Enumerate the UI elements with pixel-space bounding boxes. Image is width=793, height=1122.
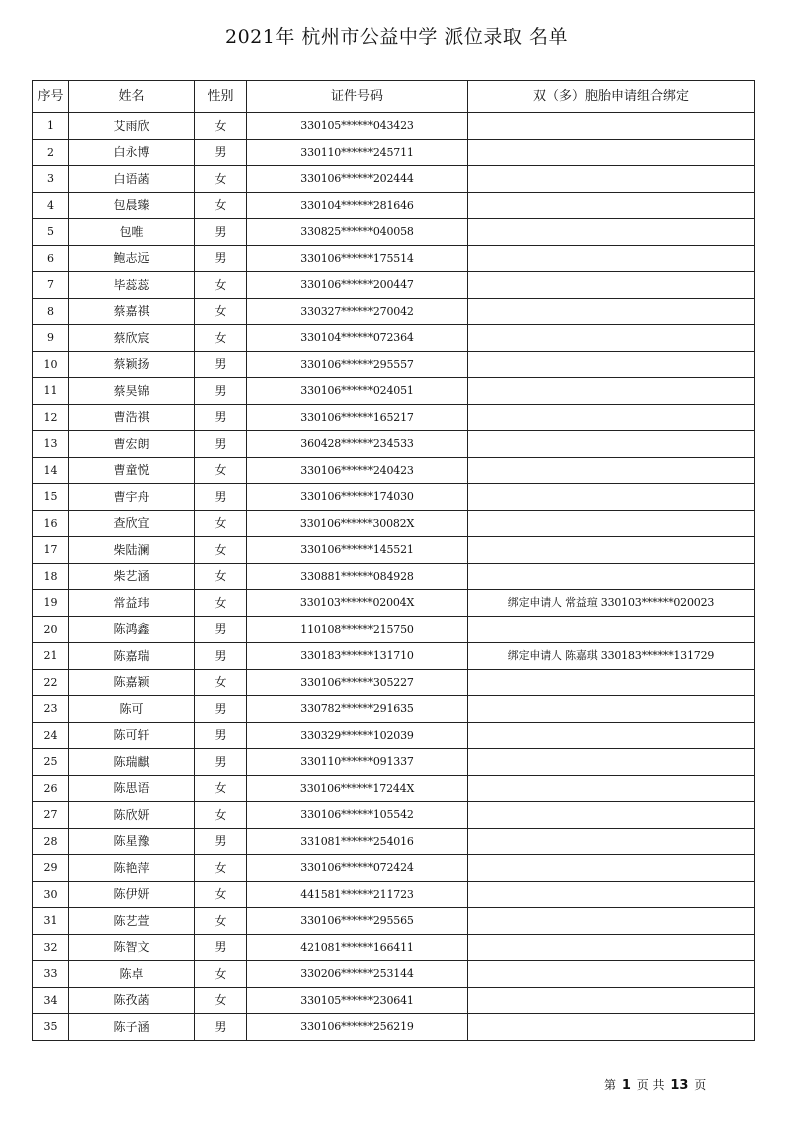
- table-row: [33, 510, 755, 537]
- table-row: [33, 113, 755, 140]
- cell-name: 常益玮: [69, 590, 195, 617]
- cell-gender: 男: [195, 351, 247, 378]
- cell-name: 鲍志远: [69, 245, 195, 272]
- cell-name: 蔡嘉祺: [69, 298, 195, 325]
- table-row: [33, 696, 755, 723]
- cell-seq: 16: [33, 510, 69, 537]
- cell-id-number: 330881******084928: [247, 563, 468, 590]
- cell-gender: 女: [195, 802, 247, 829]
- table-row: [33, 987, 755, 1014]
- table-row: [33, 590, 755, 617]
- cell-seq: 12: [33, 404, 69, 431]
- cell-gender: 男: [195, 696, 247, 723]
- table-row: [33, 351, 755, 378]
- cell-gender: 女: [195, 192, 247, 219]
- cell-name: 曹童悦: [69, 457, 195, 484]
- cell-twin-binding: [468, 775, 755, 802]
- cell-twin-binding: [468, 722, 755, 749]
- cell-name: 陈可: [69, 696, 195, 723]
- cell-name: 陈思语: [69, 775, 195, 802]
- cell-gender: 男: [195, 934, 247, 961]
- footer-mid: 页 共: [636, 1078, 665, 1092]
- cell-name: 陈星豫: [69, 828, 195, 855]
- cell-seq: 27: [33, 802, 69, 829]
- table-row: [33, 643, 755, 670]
- cell-seq: 3: [33, 166, 69, 193]
- cell-name: 陈欣妍: [69, 802, 195, 829]
- cell-gender: 女: [195, 325, 247, 352]
- cell-twin-binding: [468, 510, 755, 537]
- cell-id-number: 330782******291635: [247, 696, 468, 723]
- cell-gender: 男: [195, 1014, 247, 1041]
- cell-seq: 24: [33, 722, 69, 749]
- table-row: [33, 192, 755, 219]
- cell-seq: 35: [33, 1014, 69, 1041]
- table-row: [33, 272, 755, 299]
- cell-gender: 女: [195, 987, 247, 1014]
- cell-seq: 2: [33, 139, 69, 166]
- table-row: [33, 855, 755, 882]
- table-row: [33, 749, 755, 776]
- cell-gender: 女: [195, 510, 247, 537]
- cell-twin-binding: [468, 563, 755, 590]
- cell-seq: 18: [33, 563, 69, 590]
- cell-id-number: 330106******175514: [247, 245, 468, 272]
- cell-twin-binding: [468, 987, 755, 1014]
- cell-id-number: 330106******174030: [247, 484, 468, 511]
- cell-seq: 1: [33, 113, 69, 140]
- cell-seq: 22: [33, 669, 69, 696]
- cell-twin-binding: 绑定申请人 陈嘉琪 330183******131729: [468, 643, 755, 670]
- page-footer: [604, 1076, 708, 1093]
- cell-seq: 26: [33, 775, 69, 802]
- cell-twin-binding: [468, 351, 755, 378]
- cell-seq: 20: [33, 616, 69, 643]
- cell-twin-binding: [468, 404, 755, 431]
- table-row: [33, 908, 755, 935]
- cell-id-number: 360428******234533: [247, 431, 468, 458]
- cell-twin-binding: [468, 881, 755, 908]
- table-row: [33, 563, 755, 590]
- cell-twin-binding: [468, 749, 755, 776]
- cell-name: 白永博: [69, 139, 195, 166]
- cell-name: 陈鸿鑫: [69, 616, 195, 643]
- cell-id-number: 331081******254016: [247, 828, 468, 855]
- cell-id-number: 330106******295565: [247, 908, 468, 935]
- cell-id-number: 330110******091337: [247, 749, 468, 776]
- cell-name: 陈孜菡: [69, 987, 195, 1014]
- cell-twin-binding: [468, 113, 755, 140]
- header-gender: 性别: [195, 81, 247, 113]
- cell-name: 曹宏朗: [69, 431, 195, 458]
- cell-gender: 女: [195, 775, 247, 802]
- cell-twin-binding: [468, 298, 755, 325]
- cell-name: 柴陆澜: [69, 537, 195, 564]
- cell-seq: 17: [33, 537, 69, 564]
- cell-id-number: 441581******211723: [247, 881, 468, 908]
- cell-name: 曹浩祺: [69, 404, 195, 431]
- cell-twin-binding: [468, 192, 755, 219]
- cell-gender: 女: [195, 298, 247, 325]
- cell-gender: 女: [195, 457, 247, 484]
- table-row: [33, 802, 755, 829]
- table-header-row: [33, 81, 755, 113]
- cell-seq: 32: [33, 934, 69, 961]
- cell-name: 陈伊妍: [69, 881, 195, 908]
- cell-gender: 女: [195, 272, 247, 299]
- table-row: [33, 484, 755, 511]
- cell-id-number: 330110******245711: [247, 139, 468, 166]
- cell-seq: 13: [33, 431, 69, 458]
- cell-gender: 男: [195, 749, 247, 776]
- cell-seq: 23: [33, 696, 69, 723]
- table-row: [33, 881, 755, 908]
- cell-name: 陈艳萍: [69, 855, 195, 882]
- cell-seq: 29: [33, 855, 69, 882]
- cell-seq: 10: [33, 351, 69, 378]
- cell-name: 陈智文: [69, 934, 195, 961]
- cell-id-number: 330104******281646: [247, 192, 468, 219]
- cell-seq: 34: [33, 987, 69, 1014]
- table-row: [33, 298, 755, 325]
- table-row: [33, 775, 755, 802]
- cell-id-number: 330106******295557: [247, 351, 468, 378]
- cell-twin-binding: [468, 325, 755, 352]
- cell-seq: 14: [33, 457, 69, 484]
- cell-id-number: 330103******02004X: [247, 590, 468, 617]
- cell-id-number: 110108******215750: [247, 616, 468, 643]
- cell-twin-binding: [468, 457, 755, 484]
- cell-twin-binding: [468, 537, 755, 564]
- table-row: [33, 1014, 755, 1041]
- cell-name: 陈可轩: [69, 722, 195, 749]
- cell-name: 陈嘉瑞: [69, 643, 195, 670]
- table-row: [33, 616, 755, 643]
- cell-name: 查欣宜: [69, 510, 195, 537]
- cell-gender: 女: [195, 961, 247, 988]
- cell-gender: 男: [195, 484, 247, 511]
- cell-id-number: 330106******17244X: [247, 775, 468, 802]
- cell-name: 陈子涵: [69, 1014, 195, 1041]
- cell-twin-binding: [468, 855, 755, 882]
- cell-name: 包唯: [69, 219, 195, 246]
- footer-page-number: 1: [621, 1078, 631, 1093]
- cell-gender: 女: [195, 590, 247, 617]
- cell-id-number: 330105******230641: [247, 987, 468, 1014]
- cell-gender: 男: [195, 139, 247, 166]
- table-row: [33, 669, 755, 696]
- cell-gender: 男: [195, 219, 247, 246]
- cell-name: 蔡昊锦: [69, 378, 195, 405]
- cell-seq: 21: [33, 643, 69, 670]
- cell-twin-binding: [468, 1014, 755, 1041]
- table-row: [33, 404, 755, 431]
- cell-gender: 男: [195, 722, 247, 749]
- table-row: [33, 961, 755, 988]
- header-name: 姓名: [69, 81, 195, 113]
- cell-twin-binding: [468, 696, 755, 723]
- table-row: [33, 325, 755, 352]
- cell-gender: 男: [195, 404, 247, 431]
- table-row: [33, 828, 755, 855]
- cell-gender: 女: [195, 908, 247, 935]
- cell-twin-binding: 绑定申请人 常益瑄 330103******020023: [468, 590, 755, 617]
- cell-id-number: 330183******131710: [247, 643, 468, 670]
- cell-gender: 男: [195, 378, 247, 405]
- cell-seq: 8: [33, 298, 69, 325]
- cell-id-number: 330106******072424: [247, 855, 468, 882]
- cell-name: 白语菡: [69, 166, 195, 193]
- footer-total-pages: 13: [670, 1078, 689, 1093]
- cell-twin-binding: [468, 219, 755, 246]
- cell-id-number: 330105******043423: [247, 113, 468, 140]
- cell-name: 毕蕊蕊: [69, 272, 195, 299]
- cell-id-number: 330327******270042: [247, 298, 468, 325]
- cell-name: 艾雨欣: [69, 113, 195, 140]
- cell-id-number: 330106******30082X: [247, 510, 468, 537]
- cell-gender: 男: [195, 245, 247, 272]
- cell-name: 蔡颖扬: [69, 351, 195, 378]
- table-row: [33, 722, 755, 749]
- cell-twin-binding: [468, 431, 755, 458]
- cell-name: 柴艺涵: [69, 563, 195, 590]
- cell-twin-binding: [468, 245, 755, 272]
- cell-seq: 7: [33, 272, 69, 299]
- table-row: [33, 457, 755, 484]
- header-seq: 序号: [33, 81, 69, 113]
- cell-twin-binding: [468, 616, 755, 643]
- cell-name: 曹宇舟: [69, 484, 195, 511]
- cell-seq: 9: [33, 325, 69, 352]
- header-id-number: 证件号码: [247, 81, 468, 113]
- cell-name: 陈卓: [69, 961, 195, 988]
- cell-id-number: 330106******024051: [247, 378, 468, 405]
- page-title: 2021年 杭州市公益中学 派位录取 名单: [225, 26, 568, 48]
- table-row: [33, 934, 755, 961]
- cell-twin-binding: [468, 828, 755, 855]
- cell-gender: 女: [195, 563, 247, 590]
- cell-seq: 6: [33, 245, 69, 272]
- cell-twin-binding: [468, 908, 755, 935]
- cell-gender: 男: [195, 616, 247, 643]
- cell-gender: 女: [195, 669, 247, 696]
- footer-prefix: 第: [604, 1078, 617, 1092]
- cell-seq: 28: [33, 828, 69, 855]
- cell-id-number: 330106******165217: [247, 404, 468, 431]
- cell-seq: 11: [33, 378, 69, 405]
- cell-name: 陈瑞麒: [69, 749, 195, 776]
- cell-gender: 女: [195, 855, 247, 882]
- table-row: [33, 139, 755, 166]
- cell-twin-binding: [468, 139, 755, 166]
- cell-gender: 女: [195, 166, 247, 193]
- cell-seq: 15: [33, 484, 69, 511]
- cell-id-number: 330106******145521: [247, 537, 468, 564]
- cell-id-number: 330106******200447: [247, 272, 468, 299]
- admission-roster-table: [32, 80, 755, 1041]
- cell-twin-binding: [468, 934, 755, 961]
- table-row: [33, 245, 755, 272]
- cell-gender: 男: [195, 828, 247, 855]
- cell-id-number: 330106******240423: [247, 457, 468, 484]
- cell-id-number: 330329******102039: [247, 722, 468, 749]
- cell-name: 蔡欣宸: [69, 325, 195, 352]
- table-row: [33, 219, 755, 246]
- cell-id-number: 330825******040058: [247, 219, 468, 246]
- cell-twin-binding: [468, 166, 755, 193]
- cell-id-number: 330106******305227: [247, 669, 468, 696]
- cell-twin-binding: [468, 961, 755, 988]
- cell-name: 包晨臻: [69, 192, 195, 219]
- cell-id-number: 421081******166411: [247, 934, 468, 961]
- cell-gender: 女: [195, 881, 247, 908]
- cell-twin-binding: [468, 802, 755, 829]
- cell-id-number: 330104******072364: [247, 325, 468, 352]
- cell-seq: 4: [33, 192, 69, 219]
- cell-seq: 31: [33, 908, 69, 935]
- table-row: [33, 431, 755, 458]
- cell-twin-binding: [468, 484, 755, 511]
- table-row: [33, 166, 755, 193]
- cell-id-number: 330106******105542: [247, 802, 468, 829]
- cell-seq: 25: [33, 749, 69, 776]
- cell-gender: 男: [195, 643, 247, 670]
- cell-id-number: 330106******256219: [247, 1014, 468, 1041]
- cell-twin-binding: [468, 378, 755, 405]
- cell-twin-binding: [468, 669, 755, 696]
- cell-seq: 5: [33, 219, 69, 246]
- cell-seq: 33: [33, 961, 69, 988]
- cell-name: 陈艺萱: [69, 908, 195, 935]
- cell-name: 陈嘉颖: [69, 669, 195, 696]
- cell-gender: 女: [195, 113, 247, 140]
- cell-gender: 女: [195, 537, 247, 564]
- header-twin-binding: 双（多）胞胎申请组合绑定: [468, 81, 755, 113]
- table-row: [33, 378, 755, 405]
- footer-suffix: 页: [694, 1078, 707, 1092]
- cell-id-number: 330106******202444: [247, 166, 468, 193]
- cell-seq: 30: [33, 881, 69, 908]
- table-row: [33, 537, 755, 564]
- cell-twin-binding: [468, 272, 755, 299]
- cell-gender: 男: [195, 431, 247, 458]
- cell-seq: 19: [33, 590, 69, 617]
- cell-id-number: 330206******253144: [247, 961, 468, 988]
